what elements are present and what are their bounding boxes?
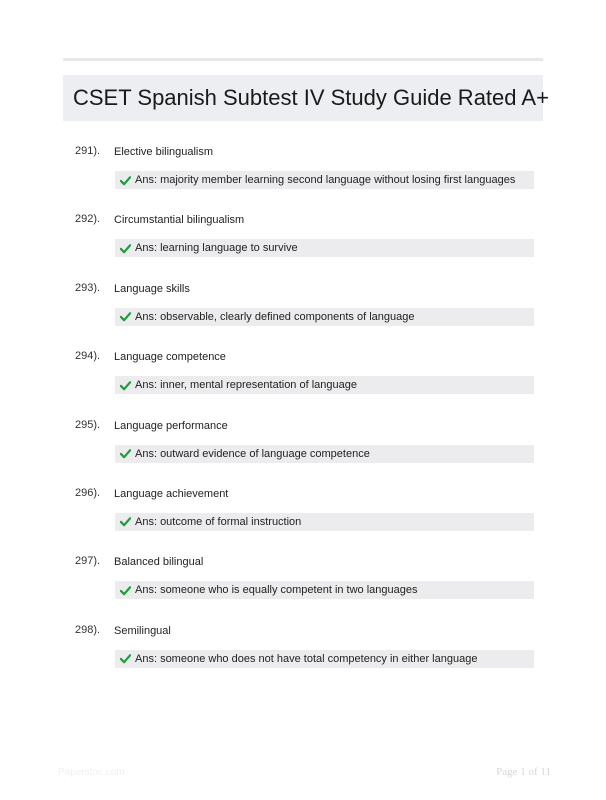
- answer-box: [115, 239, 534, 257]
- list-item: [63, 483, 543, 551]
- item-number: 294).: [75, 350, 101, 363]
- list-item: [63, 278, 543, 346]
- item-number: 296).: [75, 486, 101, 499]
- check-icon: [120, 243, 131, 254]
- item-number: 295).: [75, 418, 101, 431]
- answer-text: Ans: someone who is equally competent in two languages: [135, 584, 418, 597]
- page-indicator: Page 1 of 11: [496, 766, 551, 778]
- answer-box: [115, 171, 534, 189]
- answer-text: Ans: someone who does not have total competency in either language: [135, 652, 478, 665]
- page-title: CSET Spanish Subtest IV Study Guide Rated A+: [73, 85, 549, 110]
- question-text: Language competence: [114, 351, 226, 364]
- answer-box: [115, 445, 534, 463]
- question-text: Language performance: [114, 419, 228, 432]
- question-text: Language achievement: [114, 487, 229, 500]
- answer-text: Ans: outward evidence of language competence: [135, 447, 370, 460]
- qa-list: [63, 141, 543, 688]
- question-text: Circumstantial bilingualism: [114, 214, 245, 227]
- title-banner: [63, 75, 549, 121]
- list-item: [63, 141, 543, 209]
- list-item: [63, 620, 543, 688]
- item-number: 298).: [75, 623, 101, 636]
- list-item: [63, 209, 543, 277]
- list-item: [63, 551, 543, 619]
- footer-watermark: Paperstoc.com: [58, 767, 125, 778]
- answer-text: Ans: observable, clearly defined components of language: [135, 310, 415, 323]
- answer-text: Ans: outcome of formal instruction: [135, 515, 302, 528]
- item-number: 291).: [75, 145, 101, 157]
- top-divider: [63, 58, 543, 61]
- answer-text: Ans: inner, mental representation of language: [135, 379, 357, 392]
- answer-text: Ans: majority member learning second language without losing first languages: [135, 174, 516, 186]
- question-text: Elective bilingualism: [114, 146, 214, 158]
- check-icon: [120, 585, 131, 596]
- item-number: 293).: [75, 281, 101, 294]
- answer-box: [115, 513, 534, 531]
- list-item: [63, 415, 543, 483]
- question-text: Semilingual: [114, 624, 171, 637]
- check-icon: [120, 516, 131, 527]
- answer-box: [115, 581, 534, 599]
- answer-box: [115, 308, 534, 326]
- item-number: 292).: [75, 213, 101, 226]
- check-icon: [120, 311, 131, 322]
- check-icon: [120, 448, 131, 459]
- answer-text: Ans: learning language to survive: [135, 242, 298, 255]
- question-text: Language skills: [114, 282, 190, 295]
- list-item: [63, 346, 543, 414]
- question-text: Balanced bilingual: [114, 556, 204, 569]
- item-number: 297).: [75, 555, 101, 568]
- answer-box: [115, 376, 534, 394]
- check-icon: [120, 175, 131, 186]
- check-icon: [120, 653, 131, 664]
- check-icon: [120, 380, 131, 391]
- answer-box: [115, 650, 534, 668]
